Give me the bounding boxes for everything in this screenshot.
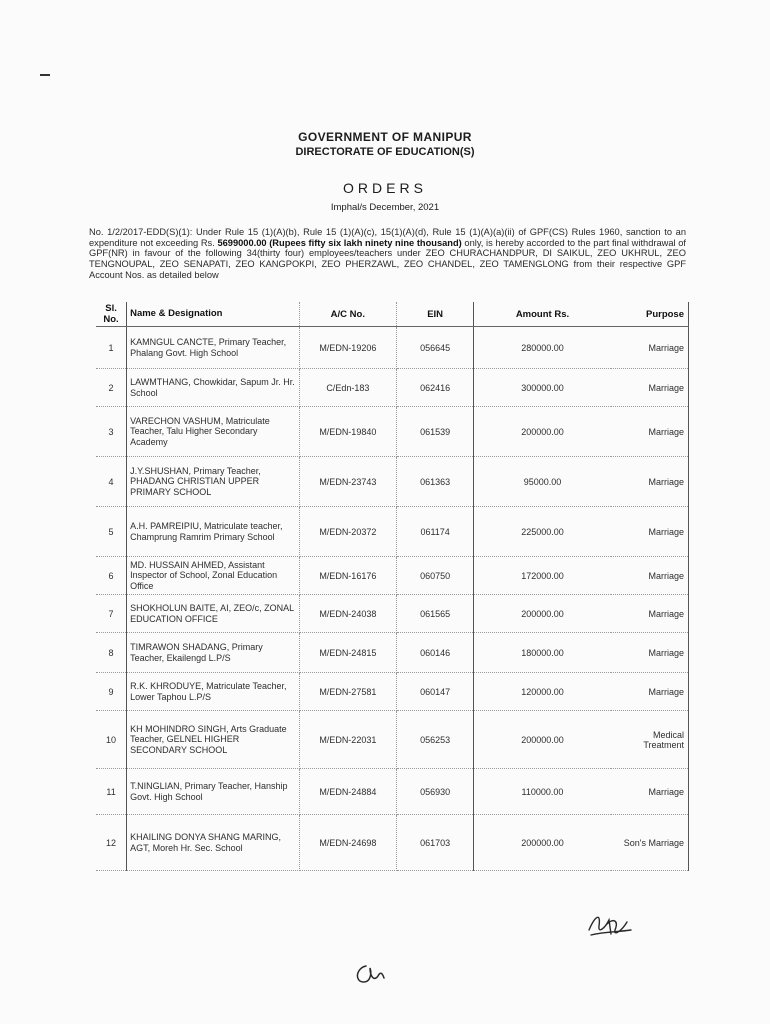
cell-sl: 5 <box>96 507 127 557</box>
government-title: GOVERNMENT OF MANIPUR <box>298 130 472 144</box>
cell-sl: 4 <box>96 457 127 507</box>
cell-name: VARECHON VASHUM, Matriculate Teacher, Talu Higher Secondary Academy <box>127 407 300 457</box>
cell-sl: 8 <box>96 633 127 673</box>
header-ein: EIN <box>397 302 474 327</box>
cell-name: T.NINGLIAN, Primary Teacher, Hanship Govt. High School <box>127 769 300 815</box>
cell-ein: 061363 <box>397 457 474 507</box>
header-name-designation: Name & Designation <box>127 302 300 327</box>
signature-mark <box>350 958 390 990</box>
cell-ac: M/EDN-24884 <box>299 769 396 815</box>
cell-sl: 10 <box>96 711 127 769</box>
header-ac-no: A/C No. <box>299 302 396 327</box>
order-amount: 5699000.00 (Rupees fifty six lakh ninety nine thousand) <box>217 237 462 248</box>
cell-ein: 056645 <box>397 327 474 369</box>
cell-amount: 95000.00 <box>474 457 611 507</box>
signature-initials <box>585 908 635 942</box>
cell-purpose: Marriage <box>611 369 689 407</box>
cell-sl: 12 <box>96 815 127 871</box>
cell-name: TIMRAWON SHADANG, Primary Teacher, Ekailengd L.P/S <box>127 633 300 673</box>
cell-purpose: Marriage <box>611 633 689 673</box>
cell-ein: 061703 <box>397 815 474 871</box>
cell-ac: M/EDN-22031 <box>299 711 396 769</box>
table-header-row <box>96 302 689 327</box>
cell-amount: 300000.00 <box>474 369 611 407</box>
letterhead <box>0 130 770 213</box>
withdrawal-table <box>96 302 689 871</box>
cell-purpose: Son's Marriage <box>611 815 689 871</box>
cell-amount: 180000.00 <box>474 633 611 673</box>
cell-sl: 6 <box>96 557 127 595</box>
cell-ac: M/EDN-20372 <box>299 507 396 557</box>
header-amount: Amount Rs. <box>474 302 611 327</box>
order-date: Imphal/s December, 2021 <box>330 202 440 213</box>
order-paragraph <box>89 227 686 281</box>
cell-name: KAMNGUL CANCTE, Primary Teacher, Phalang Govt. High School <box>127 327 300 369</box>
cell-ac: M/EDN-19840 <box>299 407 396 457</box>
cell-amount: 110000.00 <box>474 769 611 815</box>
cell-ac: M/EDN-19206 <box>299 327 396 369</box>
cell-ein: 061565 <box>397 595 474 633</box>
cell-ac: M/EDN-24815 <box>299 633 396 673</box>
table-row <box>96 769 689 815</box>
cell-ein: 056253 <box>397 711 474 769</box>
table-row <box>96 369 689 407</box>
directorate-title: DIRECTORATE OF EDUCATION(S) <box>295 146 475 158</box>
table-row <box>96 815 689 871</box>
cell-sl: 11 <box>96 769 127 815</box>
cell-ein: 060750 <box>397 557 474 595</box>
table-row <box>96 327 689 369</box>
table-row <box>96 457 689 507</box>
cell-ac: M/EDN-27581 <box>299 673 396 711</box>
cell-purpose: Marriage <box>611 769 689 815</box>
table-row <box>96 633 689 673</box>
order-lead: No. 1/2/2017-EDD(S)(1): Under Rule 15 (1)(A)(b), Rule 15 (1)(A)(c), 15(1)(A)(d), Rule 15 (1)(A)(a)(ii) of GPF(CS) Rules 1960, sanction to an expenditure not exceeding Rs. <box>89 227 686 248</box>
orders-title: ORDERS <box>343 180 427 196</box>
table-row <box>96 711 689 769</box>
order-rest: only, is hereby accorded to the part final withdrawal of GPF(NR) in favour of the following 34(thirty four) employees/teachers under ZEO CHURACHANDPUR, DI SAIKUL, ZEO UKHRUL, ZEO TENGNOUPAL, ZEO SENAPATI, ZEO KANGPOKPI, ZEO PHERZAWL, ZEO CHANDEL, ZEO TAMENGLONG from their respective GPF Account Nos. as detailed below <box>89 237 686 280</box>
header-purpose: Purpose <box>611 302 689 327</box>
cell-purpose: Marriage <box>611 457 689 507</box>
cell-name: LAWMTHANG, Chowkidar, Sapum Jr. Hr. School <box>127 369 300 407</box>
cell-ac: M/EDN-23743 <box>299 457 396 507</box>
cell-sl: 1 <box>96 327 127 369</box>
cell-name: KH MOHINDRO SINGH, Arts Graduate Teacher, GELNEL HIGHER SECONDARY SCHOOL <box>127 711 300 769</box>
table-row <box>96 595 689 633</box>
cell-amount: 200000.00 <box>474 815 611 871</box>
table-row <box>96 673 689 711</box>
cell-ein: 062416 <box>397 369 474 407</box>
header-sl-no: Sl. No. <box>96 302 127 327</box>
cell-amount: 200000.00 <box>474 595 611 633</box>
cell-amount: 120000.00 <box>474 673 611 711</box>
cell-ein: 060147 <box>397 673 474 711</box>
cell-ac: M/EDN-16176 <box>299 557 396 595</box>
cell-name: MD. HUSSAIN AHMED, Assistant Inspector of School, Zonal Education Office <box>127 557 300 595</box>
cell-ein: 060146 <box>397 633 474 673</box>
cell-sl: 9 <box>96 673 127 711</box>
cell-purpose: Marriage <box>611 407 689 457</box>
cell-purpose: Medical Treatment <box>611 711 689 769</box>
cell-ein: 056930 <box>397 769 474 815</box>
cell-amount: 200000.00 <box>474 711 611 769</box>
cell-purpose: Marriage <box>611 595 689 633</box>
cell-amount: 225000.00 <box>474 507 611 557</box>
cell-name: KHAILING DONYA SHANG MARING, AGT, Moreh Hr. Sec. School <box>127 815 300 871</box>
cell-ein: 061174 <box>397 507 474 557</box>
cell-name: SHOKHOLUN BAITE, AI, ZEO/c, ZONAL EDUCATION OFFICE <box>127 595 300 633</box>
cell-ac: M/EDN-24038 <box>299 595 396 633</box>
table-row <box>96 407 689 457</box>
cell-purpose: Marriage <box>611 673 689 711</box>
cell-sl: 3 <box>96 407 127 457</box>
cell-purpose: Marriage <box>611 507 689 557</box>
cell-amount: 200000.00 <box>474 407 611 457</box>
cell-amount: 172000.00 <box>474 557 611 595</box>
cell-purpose: Marriage <box>611 327 689 369</box>
cell-name: J.Y.SHUSHAN, Primary Teacher, PHADANG CHRISTIAN UPPER PRIMARY SCHOOL <box>127 457 300 507</box>
scan-mark <box>40 74 50 76</box>
cell-purpose: Marriage <box>611 557 689 595</box>
cell-ein: 061539 <box>397 407 474 457</box>
cell-name: R.K. KHRODUYE, Matriculate Teacher, Lower Taphou L.P/S <box>127 673 300 711</box>
cell-ac: M/EDN-24698 <box>299 815 396 871</box>
table-row <box>96 557 689 595</box>
cell-ac: C/Edn-183 <box>299 369 396 407</box>
table-row <box>96 507 689 557</box>
cell-amount: 280000.00 <box>474 327 611 369</box>
cell-sl: 2 <box>96 369 127 407</box>
cell-name: A.H. PAMREIPIU, Matriculate teacher, Champrung Ramrim Primary School <box>127 507 300 557</box>
cell-sl: 7 <box>96 595 127 633</box>
